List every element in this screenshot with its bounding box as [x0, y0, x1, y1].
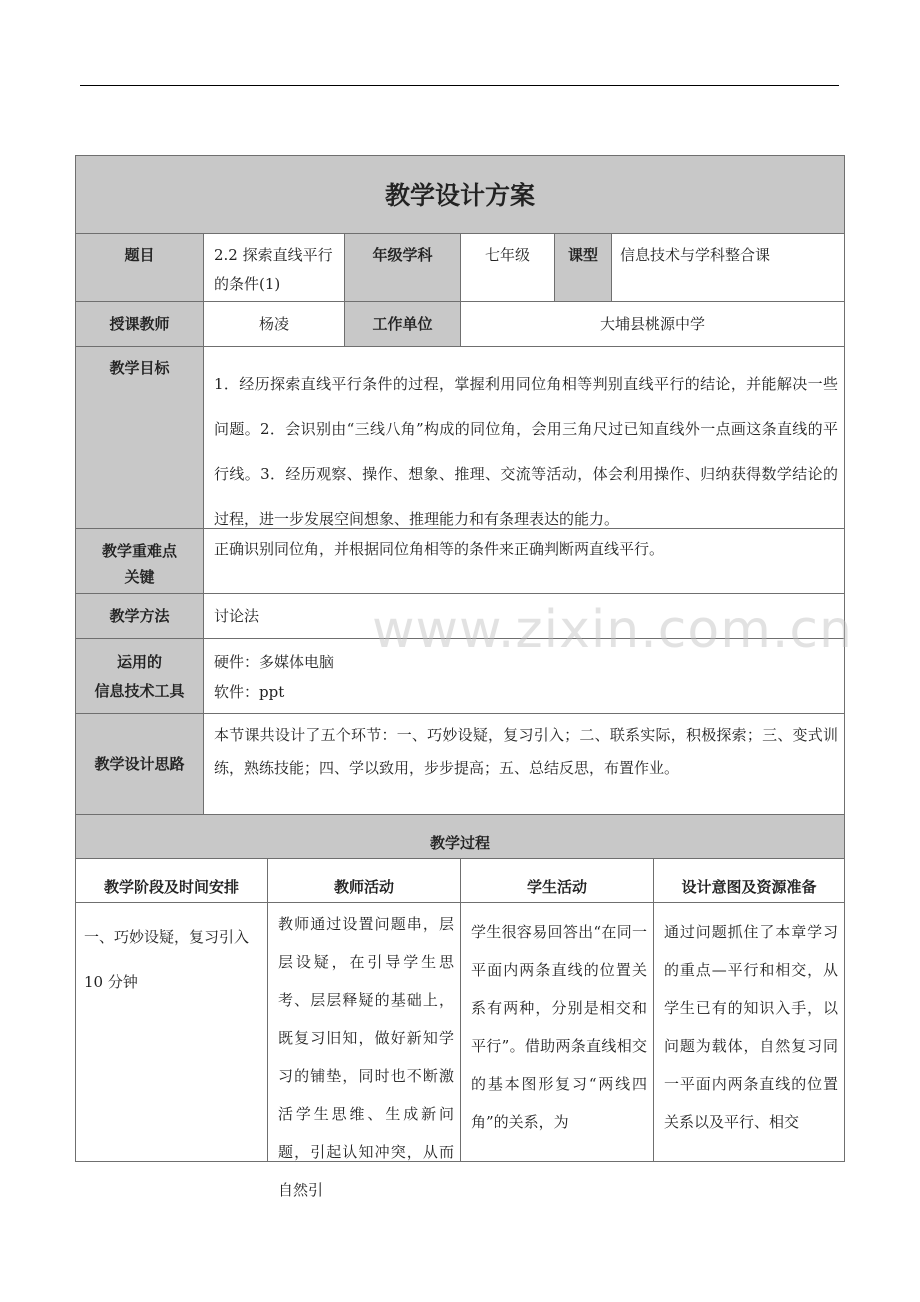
- tools-text: [203, 638, 845, 714]
- teacher-value: 杨凌: [203, 301, 345, 347]
- process-stage-cell: [75, 902, 268, 1162]
- label-topic: 题目: [75, 233, 204, 302]
- topic-value: 2.2 探索直线平行的条件(1): [203, 233, 345, 302]
- header-rule: [80, 85, 839, 86]
- column-header-teacher: 教师活动: [267, 858, 461, 903]
- label-objectives: 教学目标: [75, 346, 204, 529]
- lesson-type-value: 信息技术与学科整合课: [611, 233, 845, 302]
- column-header-intent: 设计意图及资源准备: [653, 858, 845, 903]
- unit-value: 大埔县桃源中学: [460, 301, 845, 347]
- objectives-text: 1．经历探索直线平行条件的过程，掌握利用同位角相等判别直线平行的结论，并能解决一些问题。2．会识别由“三线八角”构成的同位角，会用三角尺过已知直线外一点画这条直线的平行线。3．经历观察、操作、想象、推理、交流等活动，体会利用操作、归纳获得数学结论的过程，进一步发展空间想象、推理能力和有条理表达的能力。: [203, 346, 845, 529]
- label-key-points-line1: 教学重难点: [101, 542, 177, 560]
- label-key-points-line2: 关键: [124, 568, 155, 586]
- label-lesson-type: 课型: [554, 233, 612, 302]
- process-stage: 一、巧妙设疑，复习引入: [84, 928, 250, 946]
- process-teacher-activity: 教师通过设置问题串，层层设疑，在引导学生思考、层层释疑的基础上，既复习旧知，做好新知学习的铺垫，同时也不断激活学生思维、生成新问题，引起认知冲突，从而自然引: [267, 902, 461, 1162]
- watermark-text: www.zixin.com.cn: [372, 600, 853, 660]
- grade-value: 七年级: [460, 233, 555, 302]
- column-header-stage: 教学阶段及时间安排: [75, 858, 268, 903]
- process-design-intent: 通过问题抓住了本章学习的重点—平行和相交，从学生已有的知识入手，以问题为载体，自然复习同一平面内两条直线的位置关系以及平行、相交: [653, 902, 845, 1162]
- process-time: 10 分钟: [84, 973, 138, 991]
- tools-software: 软件：ppt: [214, 683, 285, 701]
- label-key-points: [75, 528, 204, 594]
- process-header: 教学过程: [75, 814, 845, 859]
- document-title: 教学设计方案: [75, 155, 845, 234]
- process-student-activity: 学生很容易回答出“在同一平面内两条直线的位置关系有两种，分别是相交和平行”。借助两条直线相交的基本图形复习“两线四角”的关系，为: [460, 902, 654, 1162]
- label-teacher: 授课教师: [75, 301, 204, 347]
- tools-hardware: 硬件：多媒体电脑: [214, 653, 335, 671]
- label-tools-line2: 信息技术工具: [94, 682, 185, 700]
- label-tools-line1: 运用的: [116, 653, 162, 671]
- label-tools: [75, 638, 204, 714]
- method-text: 讨论法: [203, 593, 845, 639]
- key-points-text: 正确识别同位角，并根据同位角相等的条件来正确判断两直线平行。: [203, 528, 845, 594]
- column-header-student: 学生活动: [460, 858, 654, 903]
- label-method: 教学方法: [75, 593, 204, 639]
- label-design-idea: 教学设计思路: [75, 713, 204, 815]
- label-grade-subject: 年级学科: [344, 233, 461, 302]
- label-unit: 工作单位: [344, 301, 461, 347]
- design-idea-text: 本节课共设计了五个环节：一、巧妙设疑，复习引入；二、联系实际，积极探索；三、变式训练，熟练技能；四、学以致用，步步提高；五、总结反思，布置作业。: [203, 713, 845, 815]
